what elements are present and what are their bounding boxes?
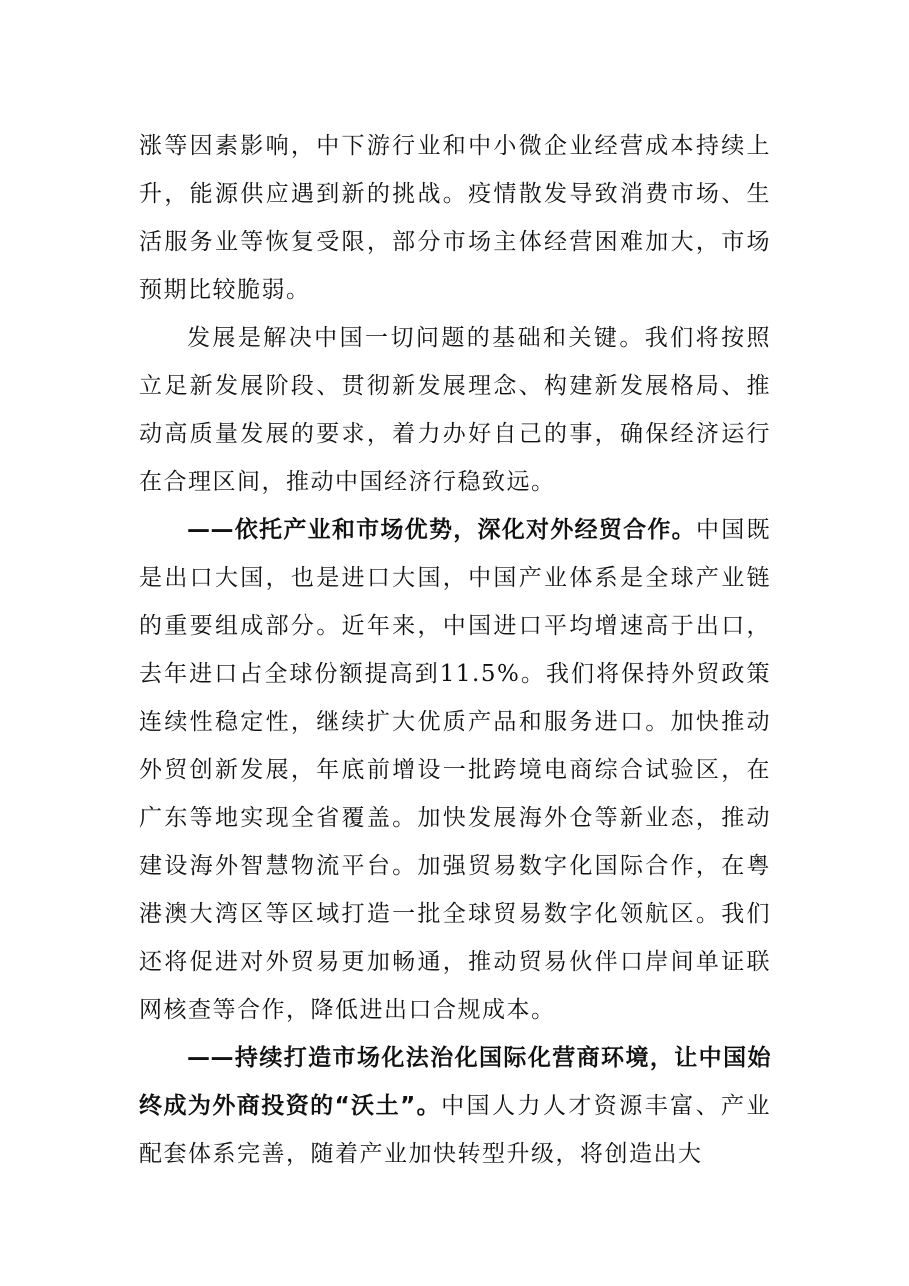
paragraph-heading: ——持续打造市场化法治化国际化营商环境，让中国始终成为外商投资的“沃土”。 [139,1045,771,1119]
paragraph-trade-cooperation [139,506,771,1034]
paragraph-text: 发展是解决中国一切问题的基础和关键。我们将按照立足新发展阶段、贯彻新发展理念、构建新发展格局、推动高质量发展的要求，着力办好自己的事，确保经济运行在合理区间，推动中国经济行稳致远。 [139,325,771,495]
paragraph-heading: ——依托产业和市场优势，深化对外经贸合作。 [187,517,696,543]
paragraph-text: 涨等因素影响，中下游行业和中小微企业经营成本持续上升，能源供应遇到新的挑战。疫情散发导致消费市场、生活服务业等恢复受限，部分市场主体经营困难加大，市场预期比较脆弱。 [139,133,771,303]
document-body [139,122,771,1178]
paragraph-text: 中国既是出口大国，也是进口大国，中国产业体系是全球产业链的重要组成部分。近年来，中国进口平均增速高于出口，去年进口占全球份额提高到11.5%。我们将保持外贸政策连续性稳定性，继续扩大优质产品和服务进口。加快推动外贸创新发展，年底前增设一批跨境电商综合试验区，在广东等地实现全省覆盖。加快发展海外仓等新业态，推动建设海外智慧物流平台。加强贸易数字化国际合作，在粤港澳大湾区等区域打造一批全球贸易数字化领航区。我们还将促进对外贸易更加畅通，推动贸易伙伴口岸间单证联网核查等合作，降低进出口合规成本。 [139,517,772,1023]
paragraph-business-environment [139,1034,771,1178]
paragraph-development [139,314,771,506]
paragraph-continuation [139,122,771,314]
paragraph-text: 中国人力人才资源丰富、产业配套体系完善，随着产业加快转型升级，将创造出大 [139,1093,772,1167]
